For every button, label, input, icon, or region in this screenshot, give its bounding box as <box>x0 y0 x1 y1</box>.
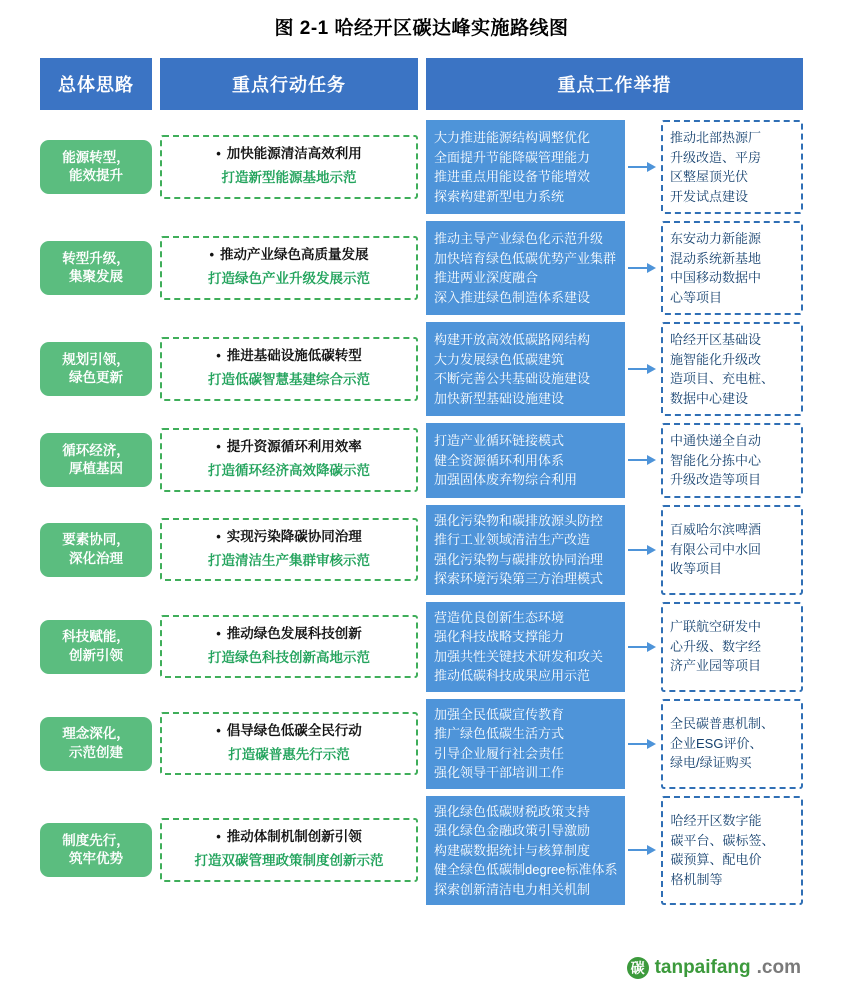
project-item: 心等项目 <box>670 289 723 305</box>
project-item: 开发试点建设 <box>670 188 749 204</box>
roadmap-row <box>40 120 803 214</box>
overall-approach-cell <box>40 602 152 692</box>
key-action-subtitle: 打造低碳智慧基建综合示范 <box>208 372 370 387</box>
key-measure-item: 构建开放高效低碳路网结构 <box>434 332 591 347</box>
watermark-logo-icon: 碳 <box>627 957 649 979</box>
project-item: 绿电/绿证购买 <box>670 755 752 771</box>
key-measure-item: 加强全民低碳宣传教育 <box>434 706 565 722</box>
key-action-subtitle: 打造循环经济高效降碳示范 <box>208 463 370 479</box>
project-item: 造项目、充电桩、 <box>670 371 775 386</box>
key-action-title: 推动体制机制创新引领 <box>226 829 362 845</box>
overall-approach-line: 转型升级， <box>62 250 130 266</box>
figure-title: 图 2-1 哈经开区碳达峰实施路线图 <box>274 18 569 39</box>
roadmap-rows <box>40 120 803 905</box>
key-action-cell <box>160 322 418 416</box>
project-item: 全民碳普惠机制、 <box>670 716 775 732</box>
key-action-cell <box>160 423 418 498</box>
key-action-subtitle: 打造清洁生产集群审核示范 <box>208 552 370 568</box>
roadmap-row <box>40 423 803 498</box>
project-item: 格机制等 <box>670 871 723 887</box>
key-measure-item: 引导企业履行社会责任 <box>434 745 565 761</box>
key-action-title-row <box>170 625 408 644</box>
overall-approach-cell <box>40 796 152 906</box>
overall-approach-line: 要素协同， <box>62 532 130 548</box>
overall-approach-cell <box>40 221 152 315</box>
bullet-icon: • <box>209 247 215 263</box>
project-item: 中通快递全自动 <box>670 433 762 448</box>
overall-approach-pill <box>40 523 152 577</box>
arrow-shape <box>628 455 658 465</box>
key-action-cell <box>160 221 418 315</box>
key-measure-item: 营造优良创新生态环境 <box>434 609 565 625</box>
project-item: 区整屋顶光伏 <box>670 169 749 184</box>
key-measure-item: 推进重点用能设备节能增效 <box>434 169 591 184</box>
key-measure-item: 推广绿色低碳生活方式 <box>434 726 565 741</box>
overall-approach-line: 规划引领， <box>62 351 130 367</box>
project-item: 哈经开区数字能 <box>670 813 762 829</box>
key-measure-item: 全面提升节能降碳管理能力 <box>434 149 591 165</box>
overall-approach-line: 示范创建 <box>69 744 123 760</box>
header-overall-approach: 总体思路 <box>40 58 152 110</box>
overall-approach-cell <box>40 699 152 789</box>
key-measure-item: 强化绿色金融政策引导激励 <box>434 823 591 838</box>
key-measure-item: 推动主导产业绿色化示范升级 <box>434 231 604 246</box>
key-measure-item: 探索环境污染第三方治理模式 <box>434 571 604 586</box>
overall-approach-line: 循环经济， <box>62 443 130 459</box>
key-measures-cell <box>426 423 803 498</box>
key-measures-box <box>426 423 625 498</box>
key-measures-box <box>426 221 625 315</box>
key-measure-item: 强化领导干部培训工作 <box>434 765 565 780</box>
overall-approach-line: 厚植基因 <box>69 461 123 477</box>
key-measures-cell <box>426 120 803 214</box>
header-key-measures: 重点工作举措 <box>426 58 803 110</box>
project-item: 广联航空研发中 <box>670 619 762 635</box>
roadmap-row <box>40 602 803 692</box>
roadmap-row <box>40 505 803 595</box>
overall-approach-pill <box>40 717 152 771</box>
bullet-icon: • <box>216 722 221 738</box>
roadmap-row <box>40 796 803 906</box>
key-measures-cell <box>426 322 803 416</box>
key-measures-box <box>426 699 625 789</box>
key-action-title: 倡导绿色低碳全民行动 <box>226 722 362 738</box>
arrow-shape <box>628 545 658 555</box>
key-action-cell <box>160 796 418 906</box>
bullet-icon: • <box>216 146 221 162</box>
key-measure-item: 加强固体废弃物综合利用 <box>434 472 578 487</box>
key-action-box <box>160 518 418 582</box>
roadmap-row <box>40 322 803 416</box>
overall-approach-cell <box>40 120 152 214</box>
key-action-subtitle: 打造双碳管理政策制度创新示范 <box>194 853 384 869</box>
project-item: 中国移动数据中 <box>670 270 762 285</box>
arrow-right-icon <box>625 120 661 214</box>
key-measure-item: 加快培育绿色低碳优势产业集群 <box>434 250 617 266</box>
project-item: 数据中心建设 <box>670 390 749 406</box>
projects-box <box>661 505 803 595</box>
roadmap-row <box>40 221 803 315</box>
overall-approach-line: 集聚发展 <box>69 269 123 284</box>
project-item: 济产业园等项目 <box>670 658 762 674</box>
key-measure-item: 推进两业深度融合 <box>434 270 539 285</box>
key-action-title-row <box>170 722 408 741</box>
arrow-shape <box>628 642 658 652</box>
bullet-icon: • <box>216 348 221 364</box>
project-item: 心升级、数字经 <box>670 638 762 654</box>
key-action-title: 加快能源清洁高效利用 <box>226 146 362 162</box>
overall-approach-pill <box>40 241 152 295</box>
key-measures-cell <box>426 505 803 595</box>
key-action-title-row <box>170 438 408 457</box>
key-action-title-row <box>170 528 408 547</box>
project-item: 碳预算、配电价 <box>670 852 762 868</box>
key-action-cell <box>160 699 418 789</box>
arrow-right-icon <box>625 505 661 595</box>
project-item: 有限公司中水回 <box>670 541 762 557</box>
arrow-shape <box>628 162 658 172</box>
overall-approach-pill <box>40 140 152 194</box>
key-measure-item: 探索创新清洁电力相关机制 <box>434 881 591 897</box>
key-measure-item: 大力推进能源结构调整优化 <box>434 130 591 145</box>
project-item: 碳平台、碳标签、 <box>670 832 775 848</box>
project-item: 施智能化升级改 <box>670 351 762 367</box>
key-measures-box <box>426 120 625 214</box>
watermark-domain: .com <box>756 957 801 978</box>
key-measure-item: 推行工业领域清洁生产改造 <box>434 532 591 547</box>
key-action-cell <box>160 120 418 214</box>
key-measure-item: 构建碳数据统计与核算制度 <box>434 842 591 858</box>
projects-box <box>661 699 803 789</box>
project-item: 百威哈尔滨啤酒 <box>670 522 762 538</box>
key-measure-item: 强化污染物和碳排放源头防控 <box>434 512 604 528</box>
key-action-box <box>160 135 418 199</box>
key-action-title: 推动绿色发展科技创新 <box>226 625 362 641</box>
project-item: 推动北部热源厂 <box>670 130 762 145</box>
projects-box <box>661 602 803 692</box>
overall-approach-line: 理念深化， <box>62 726 130 742</box>
key-measures-box <box>426 602 625 692</box>
arrow-right-icon <box>625 699 661 789</box>
bullet-icon: • <box>216 829 221 845</box>
key-action-title-row <box>170 347 408 366</box>
key-action-cell <box>160 602 418 692</box>
key-measures-cell <box>426 796 803 906</box>
key-measures-box <box>426 505 625 595</box>
key-action-subtitle: 打造碳普惠先行示范 <box>228 746 350 762</box>
key-measure-item: 强化污染物与碳排放协同治理 <box>434 551 604 567</box>
key-measure-item: 加快新型基础设施建设 <box>434 390 565 406</box>
project-item: 收等项目 <box>670 561 723 577</box>
projects-box <box>661 423 803 498</box>
arrow-right-icon <box>625 221 661 315</box>
overall-approach-pill <box>40 823 152 877</box>
watermark-name: tanpaifang <box>654 957 751 978</box>
projects-box <box>661 322 803 416</box>
projects-box <box>661 221 803 315</box>
roadmap-grid <box>40 58 803 905</box>
arrow-right-icon <box>625 423 661 498</box>
key-action-title: 实现污染降碳协同治理 <box>226 528 362 544</box>
overall-approach-line: 能效提升 <box>69 168 123 183</box>
key-measure-item: 推动低碳科技成果应用示范 <box>434 668 591 683</box>
key-measures-cell <box>426 699 803 789</box>
project-item: 升级改造、平房 <box>670 149 762 165</box>
key-measure-item: 健全绿色低碳制degree标准体系 <box>434 862 618 877</box>
key-measure-item: 强化科技战略支撑能力 <box>434 629 565 644</box>
header-key-actions: 重点行动任务 <box>160 58 418 110</box>
column-headers <box>40 58 803 110</box>
arrow-right-icon <box>625 602 661 692</box>
key-measure-item: 加强共性关键技术研发和攻关 <box>434 648 604 664</box>
key-action-title: 提升资源循环利用效率 <box>226 439 362 455</box>
overall-approach-line: 创新引领 <box>69 647 123 663</box>
key-measures-box <box>426 796 625 906</box>
project-item: 哈经开区基础设 <box>670 332 762 347</box>
project-item: 企业ESG评价、 <box>670 735 763 751</box>
key-action-title-row <box>170 828 408 847</box>
overall-approach-cell <box>40 505 152 595</box>
overall-approach-cell <box>40 322 152 416</box>
key-action-title-row <box>170 145 408 164</box>
key-measures-cell <box>426 221 803 315</box>
watermark <box>627 957 801 979</box>
key-measures-cell <box>426 602 803 692</box>
key-measure-item: 深入推进绿色制造体系建设 <box>434 289 591 305</box>
overall-approach-cell <box>40 423 152 498</box>
key-action-subtitle: 打造绿色产业升级发展示范 <box>208 271 370 286</box>
arrow-shape <box>628 263 658 273</box>
roadmap-row <box>40 699 803 789</box>
key-action-title: 推动产业绿色高质量发展 <box>220 247 369 263</box>
key-action-box <box>160 428 418 492</box>
project-item: 智能化分拣中心 <box>670 452 762 468</box>
project-item: 混动系统新基地 <box>670 250 762 266</box>
projects-box <box>661 120 803 214</box>
key-measure-item: 大力发展绿色低碳建筑 <box>434 351 565 367</box>
overall-approach-line: 深化治理 <box>69 550 123 566</box>
key-action-box <box>160 712 418 776</box>
key-action-box <box>160 236 418 300</box>
key-action-box <box>160 337 418 401</box>
arrow-shape <box>628 739 658 749</box>
overall-approach-line: 筑牢优势 <box>69 851 123 867</box>
arrow-shape <box>628 845 658 855</box>
overall-approach-line: 科技赋能， <box>62 629 130 645</box>
bullet-icon: • <box>216 528 221 544</box>
project-item: 升级改造等项目 <box>670 472 762 487</box>
key-action-title-row <box>170 246 408 265</box>
key-measures-box <box>426 322 625 416</box>
key-measure-item: 强化绿色低碳财税政策支持 <box>434 803 591 819</box>
arrow-shape <box>628 364 658 374</box>
overall-approach-line: 能源转型， <box>62 149 130 165</box>
projects-box <box>661 796 803 906</box>
bullet-icon: • <box>216 625 221 641</box>
overall-approach-pill <box>40 342 152 396</box>
overall-approach-line: 制度先行， <box>62 833 130 849</box>
key-action-subtitle: 打造新型能源基地示范 <box>221 170 357 185</box>
overall-approach-pill <box>40 433 152 487</box>
key-action-cell <box>160 505 418 595</box>
key-measure-item: 健全资源循环利用体系 <box>434 452 565 468</box>
key-measure-item: 探索构建新型电力系统 <box>434 188 565 204</box>
key-action-title: 推进基础设施低碳转型 <box>226 348 362 364</box>
project-item: 东安动力新能源 <box>670 231 762 246</box>
key-action-box <box>160 818 418 882</box>
key-measure-item: 不断完善公共基础设施建设 <box>434 371 591 386</box>
arrow-right-icon <box>625 322 661 416</box>
key-action-box <box>160 615 418 679</box>
bullet-icon: • <box>216 439 221 455</box>
key-measure-item: 打造产业循环链接模式 <box>434 433 565 448</box>
key-action-subtitle: 打造绿色科技创新高地示范 <box>208 649 370 665</box>
overall-approach-line: 绿色更新 <box>69 370 123 385</box>
overall-approach-pill <box>40 620 152 674</box>
arrow-right-icon <box>625 796 661 906</box>
